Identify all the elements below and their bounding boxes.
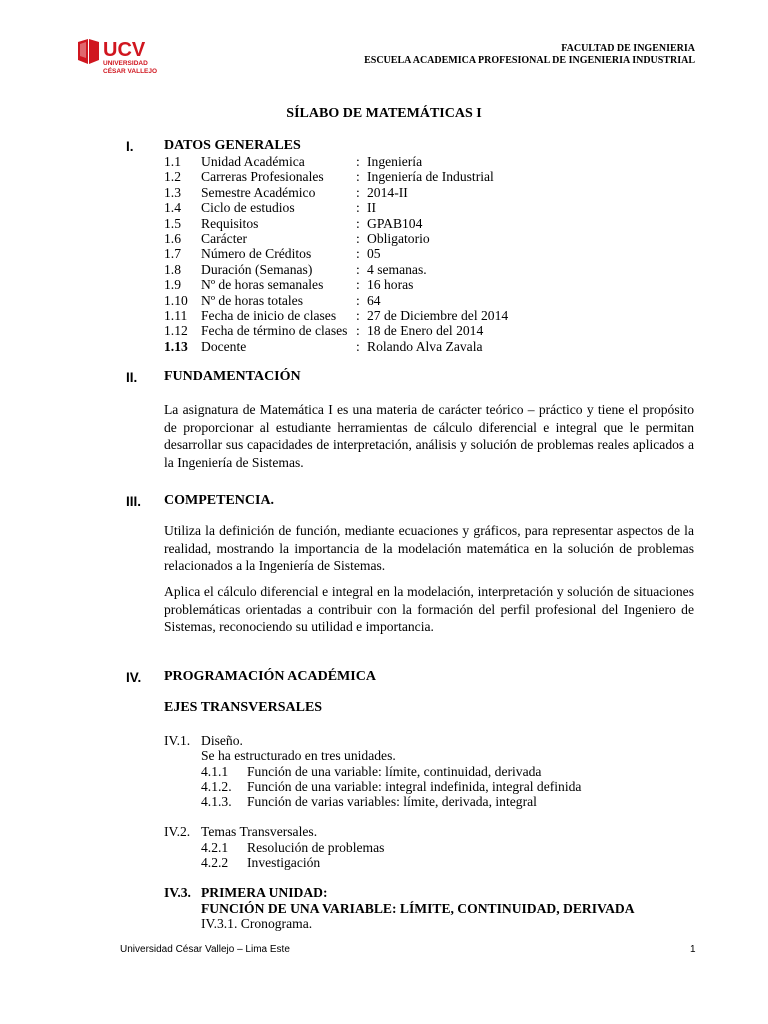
list-item: Función de una variable: integral indefinida, integral definida <box>247 779 582 794</box>
row-colon: : <box>356 200 360 216</box>
row-value: 2014-II <box>367 184 408 200</box>
section-number: IV. <box>126 670 142 685</box>
competencia-paragraph-1: Utiliza la definición de función, mediante ecuaciones y gráficos, para representar aspectos de la realidad, mostrando la importancia de la modelación matemática en la solución de problemas relacionados a la Ingeniería de Sistemas. <box>164 523 694 573</box>
section-title: PROGRAMACIÓN ACADÉMICA <box>164 669 376 684</box>
row-label: Requisitos <box>201 215 259 231</box>
row-number: 1.10 <box>164 292 188 308</box>
row-colon: : <box>356 169 360 185</box>
svg-text:CÉSAR VALLEJO: CÉSAR VALLEJO <box>103 68 158 75</box>
school-name: ESCUELA ACADEMICA PROFESIONAL DE INGENIERIA INDUSTRIAL <box>364 55 695 66</box>
row-label: Nº de horas semanales <box>201 277 324 293</box>
row-colon: : <box>356 231 360 246</box>
row-label: Fecha de inicio de clases <box>201 308 337 323</box>
faculty-name: FACULTAD DE INGENIERIA <box>561 43 695 54</box>
row-number: 1.11 <box>164 308 188 323</box>
subsection-title: EJES TRANSVERSALES <box>164 700 323 715</box>
row-label: Duración (Semanas) <box>201 261 313 277</box>
row-number: 1.8 <box>164 261 181 277</box>
iv3-number: IV.3. <box>164 885 191 900</box>
row-value: 05 <box>367 246 381 262</box>
ucv-logo <box>76 38 176 80</box>
row-colon: : <box>356 184 360 200</box>
list-item-number: 4.2.2 <box>201 855 229 870</box>
row-colon: : <box>356 246 360 262</box>
row-label: Carácter <box>201 231 248 246</box>
footer-text: Universidad César Vallejo – Lima Este <box>120 944 290 955</box>
row-value: GPAB104 <box>367 215 423 231</box>
section-title: COMPETENCIA. <box>164 493 275 508</box>
list-item: Investigación <box>247 855 321 870</box>
list-item: Resolución de problemas <box>247 840 385 855</box>
iv2-number: IV.2. <box>164 824 191 839</box>
row-value: Rolando Alva Zavala <box>367 338 483 354</box>
row-label: Número de Créditos <box>201 246 312 262</box>
row-colon: : <box>356 308 360 323</box>
list-item-number: 4.1.1 <box>201 764 229 779</box>
row-value: 4 semanas. <box>367 261 427 277</box>
competencia-paragraph-2: Aplica el cálculo diferencial e integral en la modelación, interpretación y solución de situaciones problemáticas orientadas a contribuir con la formación del perfil profesional del Ingeniero de Sistemas, reconociendo su utilidad e importancia. <box>164 584 694 634</box>
row-number: 1.1 <box>164 154 181 169</box>
row-label: Docente <box>201 338 247 354</box>
row-label: Fecha de término de clases <box>201 323 348 339</box>
svg-text:UCV: UCV <box>103 39 146 61</box>
unit-title: PRIMERA UNIDAD: <box>201 885 328 900</box>
iv1-intro: Se ha estructurado en tres unidades. <box>201 748 396 763</box>
section-number: II. <box>126 370 138 385</box>
fundamentacion-paragraph: La asignatura de Matemática I es una materia de carácter teórico – práctico y tiene el propósito de proporcionar al estudiante herramientas de cálculo diferencial e integral que le permitan desarrollar sus capacidades de interpretación, análisis y solución de problemas reales aplicados a la Ingeniería de Sistemas. <box>164 402 694 470</box>
row-value: 27 de Diciembre del 2014 <box>367 308 509 323</box>
list-item: Función de varias variables: límite, derivada, integral <box>247 794 537 809</box>
row-colon: : <box>356 215 360 231</box>
row-number: 1.13 <box>164 338 188 354</box>
row-value: Ingeniería de Industrial <box>367 169 494 185</box>
page-number: 1 <box>690 944 696 955</box>
iv2-label: Temas Transversales. <box>201 824 318 839</box>
section-title: DATOS GENERALES <box>164 138 301 153</box>
row-value: II <box>367 200 377 216</box>
row-colon: : <box>356 292 360 308</box>
row-number: 1.4 <box>164 200 181 216</box>
unit-subtitle: FUNCIÓN DE UNA VARIABLE: LÍMITE, CONTINUIDAD, DERIVADA <box>201 901 635 916</box>
row-number: 1.6 <box>164 231 181 246</box>
row-number: 1.3 <box>164 184 181 200</box>
row-label: Nº de horas totales <box>201 292 303 308</box>
section-number: III. <box>126 494 142 509</box>
section-title: FUNDAMENTACIÓN <box>164 369 301 384</box>
iv1-number: IV.1. <box>164 733 191 748</box>
document-title: SÍLABO DE MATEMÁTICAS I <box>286 106 482 121</box>
row-colon: : <box>356 338 360 354</box>
iv1-label: Diseño. <box>201 733 243 748</box>
row-value: 64 <box>367 292 381 308</box>
ucv-shield-icon <box>76 38 176 80</box>
row-label: Ciclo de estudios <box>201 200 295 216</box>
row-number: 1.9 <box>164 277 181 293</box>
list-item-number: 4.2.1 <box>201 840 229 855</box>
row-colon: : <box>356 323 360 339</box>
list-item: Función de una variable: límite, continuidad, derivada <box>247 764 542 779</box>
section-number: I. <box>126 139 134 154</box>
row-value: Obligatorio <box>367 231 430 246</box>
svg-text:UNIVERSIDAD: UNIVERSIDAD <box>103 60 148 67</box>
row-label: Carreras Profesionales <box>201 169 324 185</box>
row-colon: : <box>356 277 360 293</box>
row-number: 1.2 <box>164 169 181 185</box>
list-item-number: 4.1.3. <box>201 794 232 809</box>
row-value: 16 horas <box>367 277 414 293</box>
row-label: Unidad Académica <box>201 154 305 169</box>
row-label: Semestre Académico <box>201 184 316 200</box>
row-value: 18 de Enero del 2014 <box>367 323 484 339</box>
row-colon: : <box>356 154 360 169</box>
cronograma-label: IV.3.1. Cronograma. <box>201 916 313 931</box>
row-number: 1.12 <box>164 323 188 339</box>
row-number: 1.7 <box>164 246 181 262</box>
row-number: 1.5 <box>164 215 181 231</box>
row-colon: : <box>356 261 360 277</box>
list-item-number: 4.1.2. <box>201 779 232 794</box>
row-value: Ingeniería <box>367 154 423 169</box>
